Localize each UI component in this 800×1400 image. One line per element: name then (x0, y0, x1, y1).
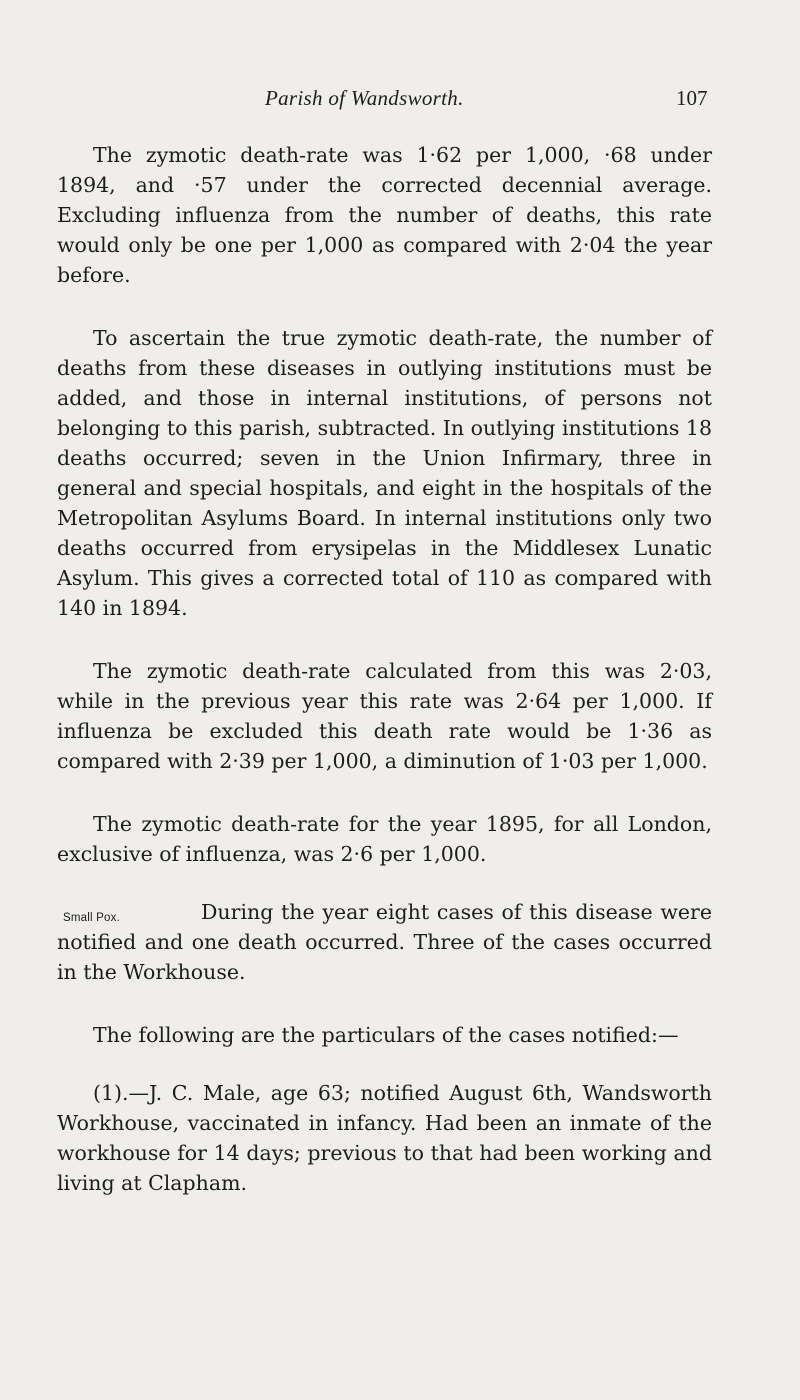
paragraph-small-pox (57, 897, 712, 987)
paragraph-true-zymotic-rate: To ascertain the true zymotic death-rate, the number of deaths from these diseases in outlying institutions must be added, and those in internal institutions, of persons not belonging to this parish, subtracted. In outlying institutions 18 deaths occurred; seven in the Union Infirmary, three in general and special hospitals, and eight in the hospitals of the Metropolitan Asylums Board. In internal institutions only two deaths occurred from erysipelas in the Middlesex Lunatic Asylum. This gives a corrected total of 110 as compared with 140 in 1894. (57, 326, 712, 620)
running-title: Parish of Wandsworth. (265, 86, 464, 110)
paragraph-zymotic-rate: The zymotic death-rate was 1·62 per 1,000, ·68 under 1894, and ·57 under the corrected decennial average. Excluding influenza from the number of deaths, this rate would only be one per 1,000 as compared with 2·04 the year before. (57, 143, 712, 287)
running-head (0, 86, 800, 118)
side-heading-small-pox: Small Pox. (63, 912, 120, 924)
small-pox-text: During the year eight cases of this disease were notified and one death occurred. Three of the cases occurred in the Workhouse. (57, 900, 712, 984)
page-number: 107 (676, 86, 708, 110)
paragraph-calculated-rate: The zymotic death-rate calculated from this was 2·03, while in the previous year this rate was 2·64 per 1,000. If influenza be excluded this death rate would be 1·36 as compared with 2·39 per 1,000, a diminution of 1·03 per 1,000. (57, 659, 712, 773)
paragraph-london-rate: The zymotic death-rate for the year 1895, for all London, exclusive of influenza, was 2·6 per 1,000. (57, 812, 712, 866)
body-text (57, 140, 712, 1231)
paragraph-following-particulars: The following are the particulars of the cases notified:— (93, 1023, 679, 1047)
paragraph-case-1: (1).—J. C. Male, age 63; notified August 6th, Wandsworth Workhouse, vaccinated in infancy. Had been an inmate of the workhouse for 14 days; previous to that had been working and living at Clapham. (57, 1081, 712, 1195)
